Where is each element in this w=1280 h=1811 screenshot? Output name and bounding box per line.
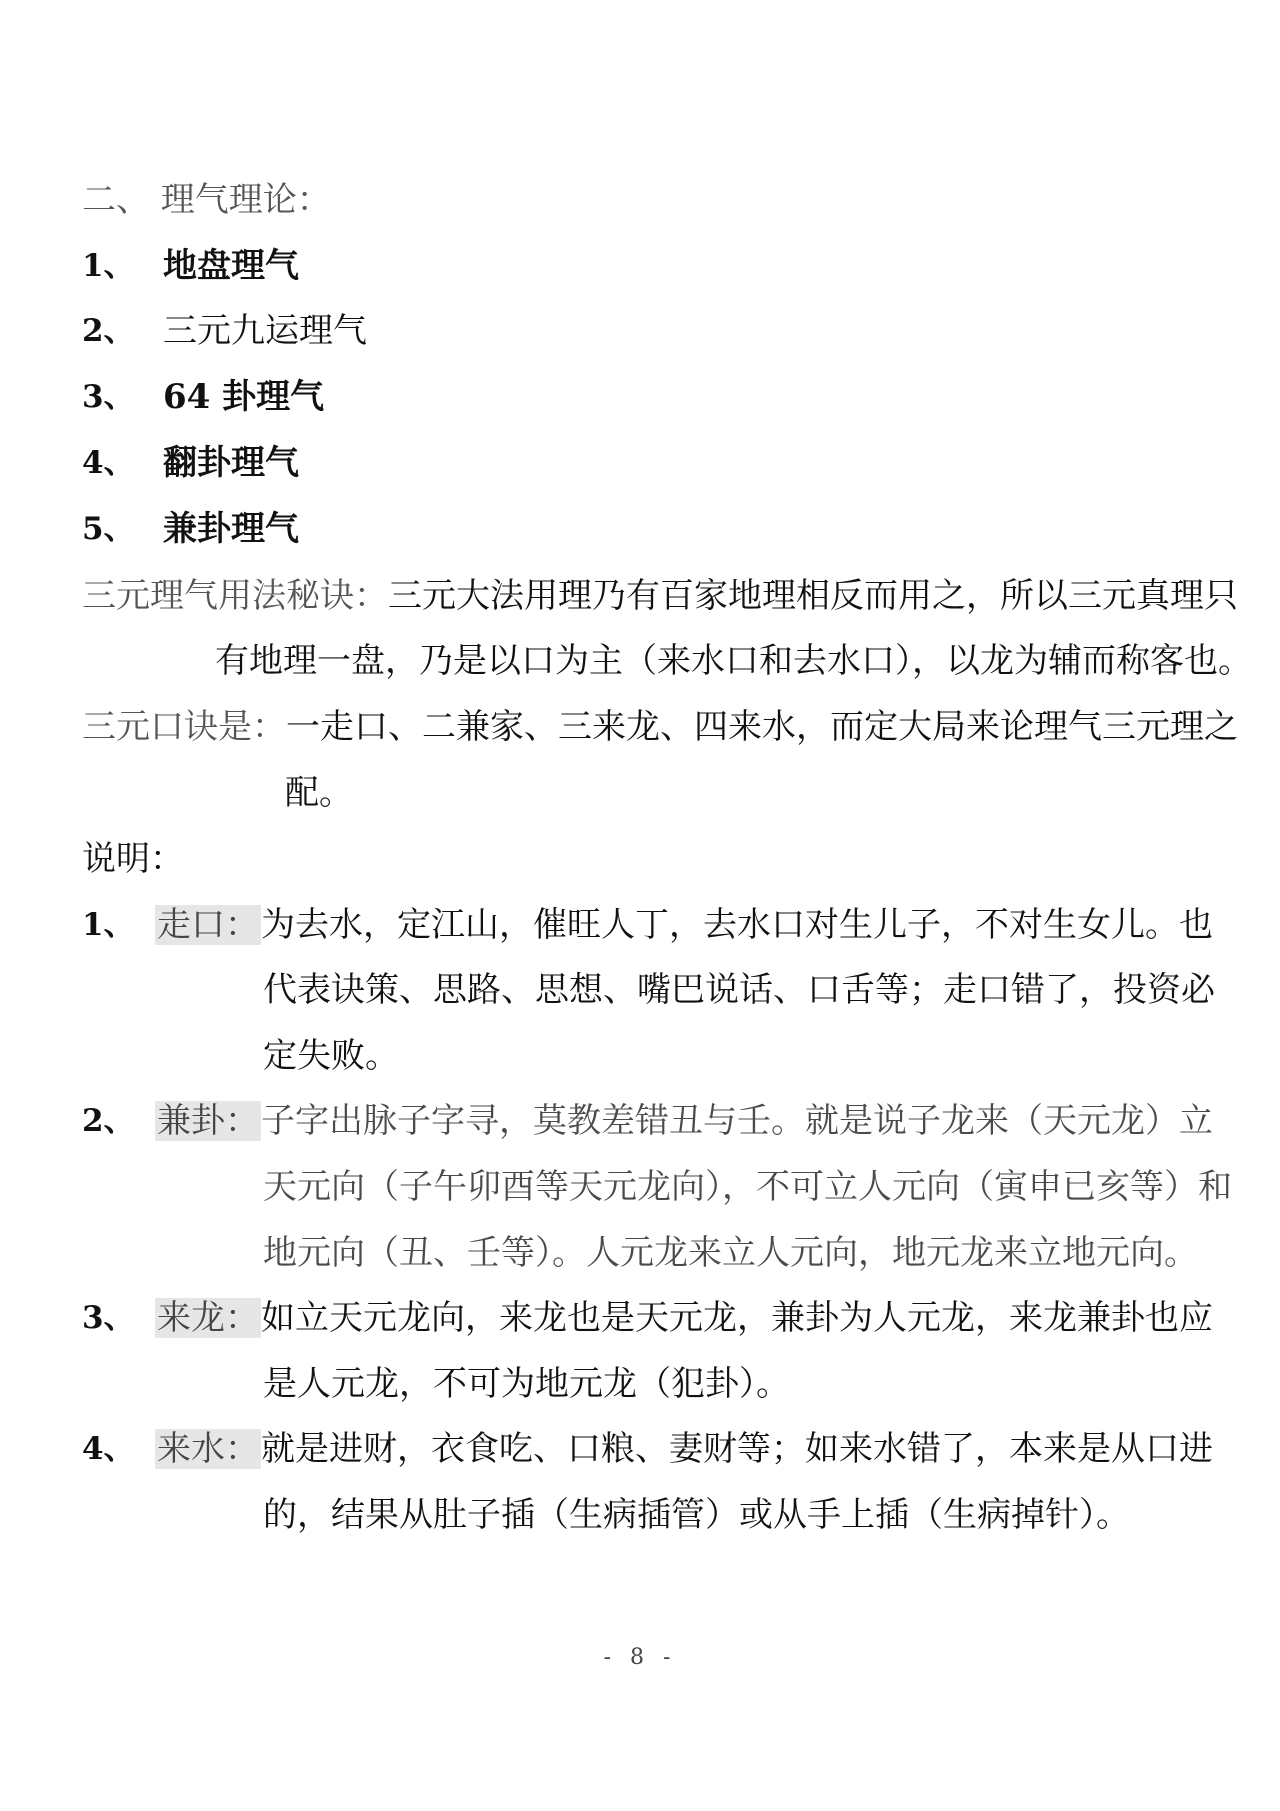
explain-label: 说明： — [82, 839, 184, 879]
secret-label: 三元理气用法秘诀： — [82, 576, 388, 616]
item-text: 为去水，定江山，催旺人丁，去水口对生儿子，不对生女儿。也 — [261, 905, 1213, 945]
page-number: - 8 - — [603, 1645, 677, 1670]
formula-line-2: 配。 — [285, 773, 353, 813]
item-first-line — [155, 1425, 1213, 1473]
section-heading: 二、 理气理论： — [82, 180, 331, 220]
item-line: 地元向（丑、壬等）。人元龙来立人元向，地元龙来立地元向。 — [263, 1233, 1198, 1273]
list-item-text: 翻卦理气 — [163, 443, 299, 483]
formula-label: 三元口诀是： — [82, 707, 286, 747]
list-item-text: 兼卦理气 — [163, 509, 299, 549]
item-first-line — [155, 901, 1213, 949]
item-text: 就是进财，衣食吃、口粮、妻财等；如来水错了，本来是从口进 — [261, 1429, 1213, 1469]
formula-line-1 — [82, 703, 1238, 751]
list-item-text: 地盘理气 — [163, 246, 299, 286]
item-number: 1、 — [82, 907, 135, 943]
list-item-number: 1、 — [82, 248, 135, 284]
item-line: 天元向（子午卯酉等天元龙向），不可立人元向（寅申已亥等）和 — [263, 1167, 1232, 1207]
list-item-text: 64 卦理气 — [163, 377, 325, 417]
item-line: 代表诀策、思路、思想、嘴巴说话、口舌等；走口错了，投资必 — [263, 970, 1215, 1010]
item-term: 来龙： — [157, 1298, 259, 1338]
list-item-number: 5、 — [82, 511, 135, 547]
secret-text: 三元大法用理乃有百家地理相反而用之，所以三元真理只 — [388, 576, 1238, 616]
item-first-line — [155, 1097, 1213, 1145]
item-line: 是人元龙，不可为地元龙（犯卦）。 — [263, 1364, 790, 1404]
list-item-text: 三元九运理气 — [163, 311, 367, 351]
secret-line-1 — [82, 572, 1238, 620]
item-text: 子字出脉子字寻，莫教差错丑与壬。就是说子龙来（天元龙）立 — [261, 1101, 1213, 1141]
item-term: 来水： — [157, 1429, 259, 1469]
item-term: 走口： — [157, 905, 259, 945]
item-number: 3、 — [82, 1300, 135, 1336]
item-number: 4、 — [82, 1431, 135, 1467]
formula-text: 一走口、二兼家、三来龙、四来水，而定大局来论理气三元理之 — [286, 707, 1238, 747]
item-line: 定失败。 — [263, 1036, 399, 1076]
secret-line-2: 有地理一盘，乃是以口为主（来水口和去水口），以龙为辅而称客也。 — [215, 641, 1252, 681]
item-first-line — [155, 1294, 1213, 1342]
list-item-number: 2、 — [82, 313, 135, 349]
list-item-number: 3、 — [82, 379, 135, 415]
item-line: 的，结果从肚子插（生病插管）或从手上插（生病掉针）。 — [263, 1495, 1130, 1535]
item-text: 如立天元龙向，来龙也是天元龙，兼卦为人元龙，来龙兼卦也应 — [261, 1298, 1213, 1338]
item-number: 2、 — [82, 1103, 135, 1139]
list-item-number: 4、 — [82, 445, 135, 481]
item-term: 兼卦： — [157, 1101, 259, 1141]
